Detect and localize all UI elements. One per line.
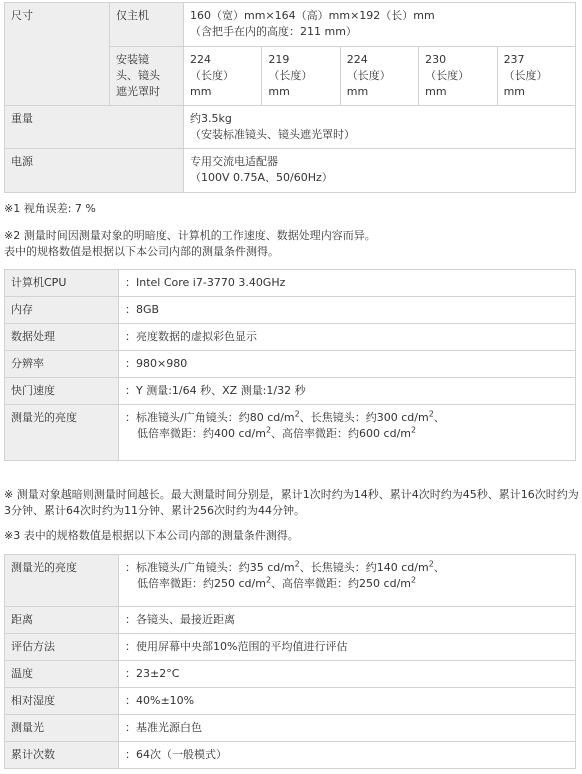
- cond-label: 分辨率: [5, 351, 119, 378]
- cond-label: 计算机CPU: [5, 270, 119, 297]
- cond-label: 温度: [5, 661, 119, 688]
- cond-value: ：Y 测量:1/64 秒、XZ 测量:1/32 秒: [119, 378, 576, 405]
- cond-value: ：基准光源白色: [119, 715, 576, 742]
- cond-value: ：980×980: [119, 351, 576, 378]
- cond-label: 评估方法: [5, 634, 119, 661]
- main-unit-dimensions: [184, 3, 576, 47]
- cond-value: ：40%±10%: [119, 688, 576, 715]
- cond-value: ：23±2°C: [119, 661, 576, 688]
- weight-label: 重量: [5, 106, 184, 149]
- luminance-label: 测量光的亮度: [5, 555, 119, 607]
- cond-label: 相对湿度: [5, 688, 119, 715]
- cond-value: ：64次（一般模式）: [119, 742, 576, 769]
- power-value: [184, 149, 576, 193]
- main-unit-line1: 160（宽）mm×164（高）mm×192（长）mm: [190, 9, 435, 22]
- note-2a: ※2 测量时间因测量对象的明暗度、计算机的工作速度、数据处理内容而异。: [4, 229, 376, 242]
- note-1: ※1 视角误差: 7 %: [4, 202, 96, 215]
- cond-value: ：亮度数据的虚拟彩色显示: [119, 324, 576, 351]
- cond-label: 快门速度: [5, 378, 119, 405]
- cond-value: ：Intel Core i7-3770 3.40GHz: [119, 270, 576, 297]
- lens-label-line2: 头、镜头: [116, 69, 160, 82]
- cond-label: 内存: [5, 297, 119, 324]
- measurement-conditions-table-1: [4, 269, 576, 461]
- cond-value: ：8GB: [119, 297, 576, 324]
- lens-length-cell: 237 （长度） mm: [497, 47, 575, 106]
- spec-table: [4, 2, 576, 193]
- measurement-conditions-table-2: [4, 554, 576, 769]
- lens-length-cell: 224 （长度） mm: [340, 47, 418, 106]
- power-line1: 专用交流电适配器: [190, 155, 278, 168]
- lens-length-cell: 219 （长度） mm: [262, 47, 340, 106]
- weight-value: [184, 106, 576, 149]
- lens-length-cell: 224 （长度） mm: [184, 47, 262, 106]
- power-label: 电源: [5, 149, 184, 193]
- luminance-value: ：标准镜头/广角镜头：约80 $cd/m^2$、长焦镜头：约300 $cd/m^2$、 低倍率微距：约400 $cd/m^2$、高倍率微距：约600 $cd/m^2$: [119, 405, 576, 461]
- cond-label: 数据处理: [5, 324, 119, 351]
- luminance-value: ：标准镜头/广角镜头：约35 $cd/m^2$、长焦镜头：约140 $cd/m^2$、 低倍率微距：约250 $cd/m^2$、高倍率微距：约250 $cd/m^2$: [119, 555, 576, 607]
- size-label: 尺寸: [5, 3, 110, 106]
- luminance-label: 测量光的亮度: [5, 405, 119, 461]
- cond-label: 累计次数: [5, 742, 119, 769]
- cond-label: 测量光: [5, 715, 119, 742]
- note-measure-time: ※ 测量对象越暗则测量时间越长。最大测量时间分别是，累计1次时约为14秒、累计4次时约为45秒、累计16次时约为3分钟、累计64次时约为11分钟、累计256次时约为44分钟。: [4, 488, 579, 517]
- cond-label: 距离: [5, 607, 119, 634]
- weight-line1: 约3.5kg: [190, 112, 232, 125]
- lens-length-cell: 230 （长度） mm: [419, 47, 497, 106]
- cond-value: ：各镜头、最接近距离: [119, 607, 576, 634]
- lens-label-line3: 遮光罩时: [116, 85, 160, 98]
- note-3: ※3 表中的规格数值是根据以下本公司内部的测量条件测得。: [4, 529, 299, 542]
- cond-value: ：使用屏幕中央部10%范围的平均值进行评估: [119, 634, 576, 661]
- main-unit-line2: （含把手在内的高度：211 mm）: [190, 25, 357, 38]
- lens-label-line1: 安装镜: [116, 53, 149, 66]
- main-unit-label: 仅主机: [110, 3, 184, 47]
- weight-line2: （安装标准镜头、镜头遮光罩时）: [190, 128, 355, 141]
- note-2b: 表中的规格数值是根据以下本公司内部的测量条件测得。: [4, 245, 279, 258]
- lens-hood-label: [110, 47, 184, 106]
- power-line2: （100V 0.75A、50/60Hz）: [190, 171, 333, 184]
